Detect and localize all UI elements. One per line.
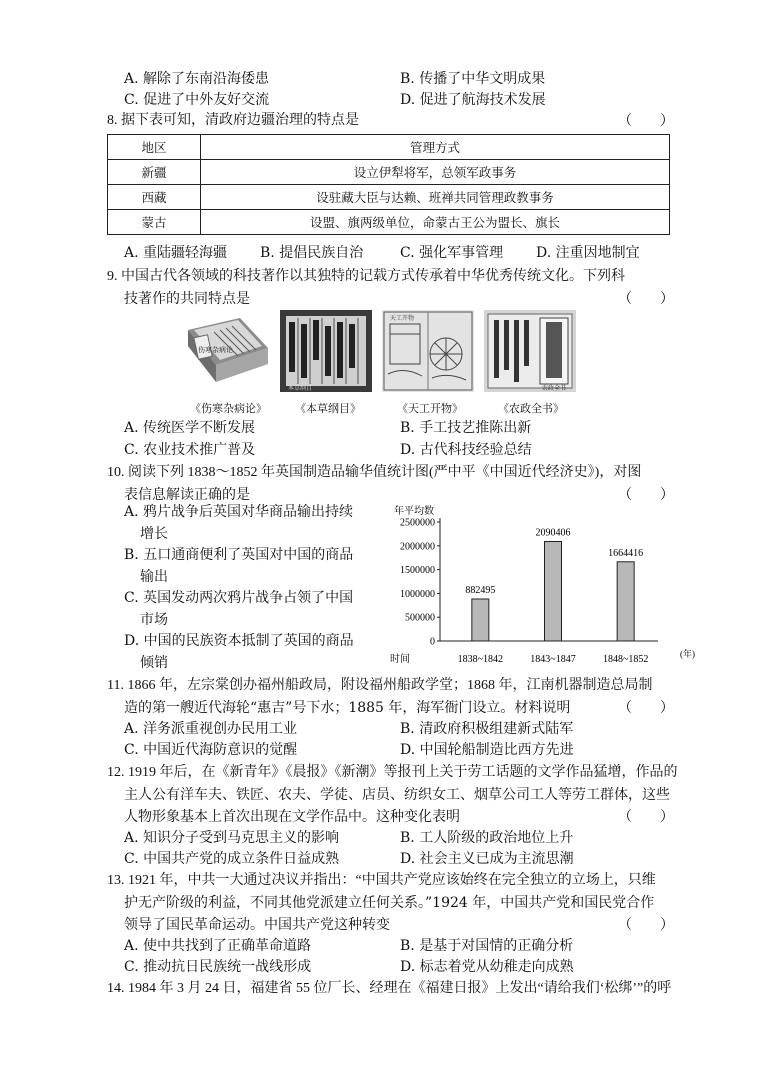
q10-option-a[interactable]: A. 鸦片战争后英国对华商品输出持续	[124, 504, 354, 520]
q8-table	[107, 134, 670, 235]
q14-stem-line1: 14. 1984 年 3 月 24 日，福建省 55 位厂长、经理在《福建日报》上发出“请给我们‘松绑’”的呼	[107, 981, 672, 996]
q12-stem-line1: 12. 1919 年后，在《新青年》《晨报》《新潮》等报刊上关于劳工话题的文学作品猛增，作品的	[107, 765, 678, 780]
q12-option-c[interactable]: C. 中国共产党的成立条件日益成熟	[124, 851, 340, 867]
chart-y-tick-label: 1000000	[400, 588, 435, 600]
q9-option-a[interactable]: A. 传统医学不断发展	[124, 420, 256, 436]
q13-option-d[interactable]: D. 标志着党从幼稚走向成熟	[400, 959, 574, 975]
q9-stem-line2: 技著作的共同特点是	[124, 291, 250, 307]
table-row	[108, 185, 670, 210]
q8-option-b[interactable]: B. 提倡民族自治	[260, 245, 364, 261]
table-header-region: 地区	[108, 135, 201, 160]
q13-answer-paren[interactable]: （ ）	[618, 917, 674, 933]
chart-bar	[617, 562, 634, 641]
q8-stem: 8. 据下表可知，清政府边疆治理的特点是	[107, 113, 359, 128]
q12-option-a[interactable]: A. 知识分子受到马克思主义的影响	[124, 830, 340, 846]
book-image-shanghan	[180, 310, 272, 392]
chart-y-tick-label: 500000	[405, 612, 435, 624]
table-cell-region: 西藏	[108, 185, 201, 210]
export-bar-chart	[388, 500, 712, 668]
chart-y-tick-label: 2000000	[400, 541, 435, 553]
chart-category-label: 1838~1842	[457, 654, 504, 665]
q13-option-c[interactable]: C. 推动抗日民族统一战线形成	[124, 959, 312, 975]
table-cell-method: 设立伊犁将军，总领军政事务	[201, 160, 670, 185]
q8-answer-paren[interactable]: （ ）	[618, 113, 674, 129]
table-cell-region: 新疆	[108, 160, 201, 185]
bencao-title-mark: 本草纲目	[288, 386, 313, 392]
table-header-row	[108, 135, 670, 160]
q12-stem-line2: 主人公有洋车夫、铁匠、农夫、学徒、店员、纺织女工、烟草公司工人等劳工群体，这些	[124, 787, 670, 803]
q12-option-d[interactable]: D. 社会主义已成为主流思潮	[400, 851, 574, 867]
q11-stem-line2: 造的第一艘近代海轮“惠吉”号下水；1885 年，海军衙门设立。材料说明	[124, 700, 571, 716]
chart-bar	[545, 541, 562, 641]
chart-x-unit: (年)	[680, 649, 695, 659]
q10-option-c-cont: 市场	[140, 612, 168, 628]
table-header-method: 管理方式	[201, 135, 670, 160]
q10-option-c[interactable]: C. 英国发动两次鸦片战争占领了中国	[124, 590, 354, 606]
chart-category-label: 1843~1847	[530, 654, 576, 665]
caption-shanghan: 《伤寒杂病论》	[190, 402, 267, 415]
caption-tiangong: 《天工开物》	[397, 402, 463, 415]
q10-stem-line2: 表信息解读正确的是	[124, 487, 250, 503]
book-image-bencao	[280, 310, 372, 392]
q9-option-c[interactable]: C. 农业技术推广普及	[124, 442, 256, 458]
q11-option-a[interactable]: A. 洋务派重视创办民用工业	[124, 721, 298, 737]
q7-option-c[interactable]: C. 促进了中外友好交流	[124, 92, 270, 108]
q13-option-a[interactable]: A. 使中共找到了正确革命道路	[124, 938, 312, 954]
chart-bar	[472, 599, 489, 641]
q12-option-b[interactable]: B. 工人阶级的政治地位上升	[400, 830, 574, 846]
q12-answer-paren[interactable]: （ ）	[618, 809, 674, 825]
book-image-nongzheng	[484, 310, 576, 392]
table-row	[108, 160, 670, 185]
q9-stem-line1: 9. 中国古代各领域的科技著作以其独特的记载方式传承着中华优秀传统文化。下列科	[107, 269, 625, 284]
nongzheng-title-mark: 农政全书	[542, 386, 567, 392]
chart-y-tick-label: 1500000	[400, 565, 435, 577]
chart-y-tick-label: 2500000	[400, 517, 435, 529]
table-cell-region: 蒙古	[108, 210, 201, 235]
q7-option-a[interactable]: A. 解除了东南沿海倭患	[124, 71, 270, 87]
q10-option-a-cont: 增长	[140, 526, 168, 542]
table-cell-method: 设驻藏大臣与达赖、班禅共同管理政教事务	[201, 185, 670, 210]
q8-option-d[interactable]: D. 注重因地制宜	[536, 245, 640, 261]
chart-category-label: 1848~1852	[602, 654, 649, 665]
q12-stem-line3: 人物形象基本上首次出现在文学作品中。这种变化表明	[124, 809, 460, 825]
q8-option-a[interactable]: A. 重陆疆轻海疆	[124, 245, 228, 261]
q8-option-c[interactable]: C. 强化军事管理	[400, 245, 504, 261]
q11-answer-paren[interactable]: （ ）	[618, 700, 674, 716]
q10-stem-line1: 10. 阅读下列 1838～1852 年英国制造品输华值统计图(严中平《中国近代经济史》)，对图	[107, 465, 642, 480]
chart-data-label: 882495	[465, 584, 496, 596]
q13-option-b[interactable]: B. 是基于对国情的正确分析	[400, 938, 574, 954]
table-row	[108, 210, 670, 235]
q9-option-b[interactable]: B. 手工技艺推陈出新	[400, 420, 532, 436]
chart-y-tick-label: 0	[430, 636, 435, 648]
q10-option-d-cont: 倾销	[140, 655, 168, 671]
q9-answer-paren[interactable]: （ ）	[618, 291, 674, 307]
q13-stem-line3: 领导了国民革命运动。中国共产党这种转变	[124, 917, 390, 933]
chart-ylabel: 年平均数	[394, 506, 434, 517]
chart-xlabel: 时间	[390, 654, 410, 665]
q11-option-c[interactable]: C. 中国近代海防意识的觉醒	[124, 742, 298, 758]
q11-stem-line1: 11. 1866 年，左宗棠创办福州船政局，附设福州船政学堂；1868 年，江南机器制造总局制	[107, 678, 653, 693]
q10-answer-paren[interactable]: （ ）	[618, 487, 674, 503]
q13-stem-line2: 护无产阶级的利益，不同其他党派建立任何关系。”1924 年，中国共产党和国民党合作	[124, 895, 655, 911]
q7-option-d[interactable]: D. 促进了航海技术发展	[400, 92, 546, 108]
q11-option-d[interactable]: D. 中国轮船制造比西方先进	[400, 742, 574, 758]
caption-nongzheng: 《农政全书》	[498, 402, 564, 415]
chart-data-label: 2090406	[535, 527, 571, 539]
caption-bencao: 《本草纲目》	[295, 402, 361, 415]
q9-option-d[interactable]: D. 古代科技经验总结	[400, 442, 532, 458]
tiangong-title-mark: 天工开物	[390, 316, 415, 322]
q10-option-d[interactable]: D. 中国的民族资本抵制了英国的商品	[124, 633, 354, 649]
shanghan-title-mark: 伤寒杂病论	[198, 346, 233, 354]
q11-option-b[interactable]: B. 清政府积极组建新式陆军	[400, 721, 574, 737]
q10-option-b-cont: 输出	[140, 569, 168, 585]
chart-data-label: 1664416	[608, 547, 644, 559]
book-image-tiangong	[382, 310, 474, 392]
q13-stem-line1: 13. 1921 年，中共一大通过决议并指出：“中国共产党应该始终在完全独立的立场上，只维	[107, 873, 656, 888]
q7-option-b[interactable]: B. 传播了中华文明成果	[400, 71, 546, 87]
table-cell-method: 设盟、旗两级单位，命蒙古王公为盟长、旗长	[201, 210, 670, 235]
q10-option-b[interactable]: B. 五口通商便利了英国对中国的商品	[124, 547, 354, 563]
